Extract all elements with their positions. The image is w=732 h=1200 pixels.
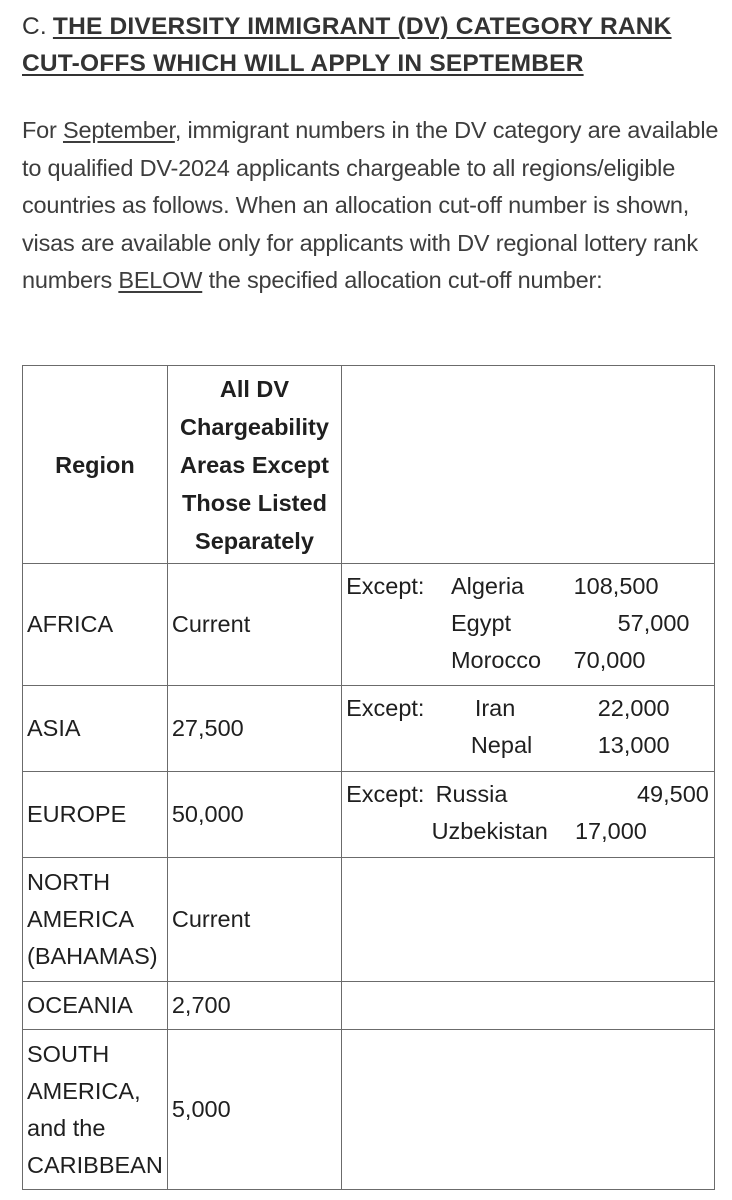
- intro-paragraph: [22, 112, 722, 300]
- header-areas: All DV Chargeability Areas Except Those Listed Separately: [167, 366, 341, 564]
- row-region: ASIA: [23, 686, 168, 772]
- table-header-row: [23, 366, 715, 564]
- row-region: [23, 858, 168, 982]
- except-country: Russia: [435, 781, 508, 807]
- except-label: Except:: [346, 573, 425, 599]
- except-number: 17,000: [574, 818, 647, 844]
- header-exceptions: [342, 366, 715, 564]
- region-line: CARIBBEAN: [27, 1151, 163, 1178]
- except-label: Except:: [346, 781, 425, 807]
- region-line: SOUTH: [27, 1040, 110, 1067]
- except-number: 13,000: [597, 732, 670, 758]
- section-letter: C.: [22, 13, 47, 40]
- row-value: 50,000: [167, 772, 341, 858]
- row-exceptions: [342, 772, 715, 858]
- region-line: and the: [27, 1114, 106, 1141]
- row-exceptions-empty: [342, 982, 715, 1030]
- table-row: [23, 858, 715, 982]
- except-country: Uzbekistan: [431, 818, 548, 844]
- row-exceptions-empty: [342, 1030, 715, 1190]
- row-region: [23, 1030, 168, 1190]
- row-value: 2,700: [167, 982, 341, 1030]
- row-region: EUROPE: [23, 772, 168, 858]
- except-number: 70,000: [573, 647, 646, 673]
- except-country: Algeria: [450, 573, 525, 599]
- except-number: 49,500: [636, 781, 709, 807]
- table-row: [23, 686, 715, 772]
- region-line: NORTH: [27, 869, 111, 895]
- except-number: 57,000: [617, 610, 690, 636]
- except-country: Egypt: [450, 610, 512, 636]
- intro-text-2: , immigrant numbers in the DV category are available to qualified DV-2024 applicants chargeable to all regions/eligible countries as follows. When an allocation cut-off number is shown, visas are available only for applicants with DV regional lottery rank numbers: [22, 117, 719, 293]
- except-country: Nepal: [470, 732, 533, 758]
- row-exceptions: [342, 686, 715, 772]
- table-row: [23, 564, 715, 686]
- section-heading: [22, 8, 712, 82]
- row-region: OCEANIA: [23, 982, 168, 1030]
- intro-below: BELOW: [118, 267, 203, 293]
- except-number: 22,000: [597, 695, 670, 721]
- row-region: AFRICA: [23, 564, 168, 686]
- row-value: 5,000: [167, 1030, 341, 1190]
- row-exceptions: [342, 564, 715, 686]
- region-line: (BAHAMAS): [27, 943, 158, 969]
- except-country: Iran: [474, 695, 516, 721]
- except-label: Except:: [346, 695, 425, 721]
- section-title: THE DIVERSITY IMMIGRANT (DV) CATEGORY RANK CUT-OFFS WHICH WILL APPLY IN SEPTEMBER: [22, 13, 672, 77]
- intro-text-3: the specified allocation cut-off number:: [202, 267, 603, 293]
- region-line: AMERICA: [27, 906, 135, 932]
- region-line: AMERICA,: [27, 1077, 141, 1104]
- table-row: [23, 982, 715, 1030]
- row-value: Current: [167, 564, 341, 686]
- table-row: [23, 772, 715, 858]
- intro-month: September: [62, 117, 175, 143]
- table-row: [23, 1030, 715, 1190]
- except-number: 108,500: [573, 573, 659, 599]
- row-exceptions-empty: [342, 858, 715, 982]
- intro-text-1: For: [22, 117, 63, 143]
- row-value: Current: [167, 858, 341, 982]
- header-region: Region: [23, 366, 168, 564]
- row-value: 27,500: [167, 686, 341, 772]
- dv-cutoff-table: [22, 365, 715, 1190]
- except-country: Morocco: [450, 647, 542, 673]
